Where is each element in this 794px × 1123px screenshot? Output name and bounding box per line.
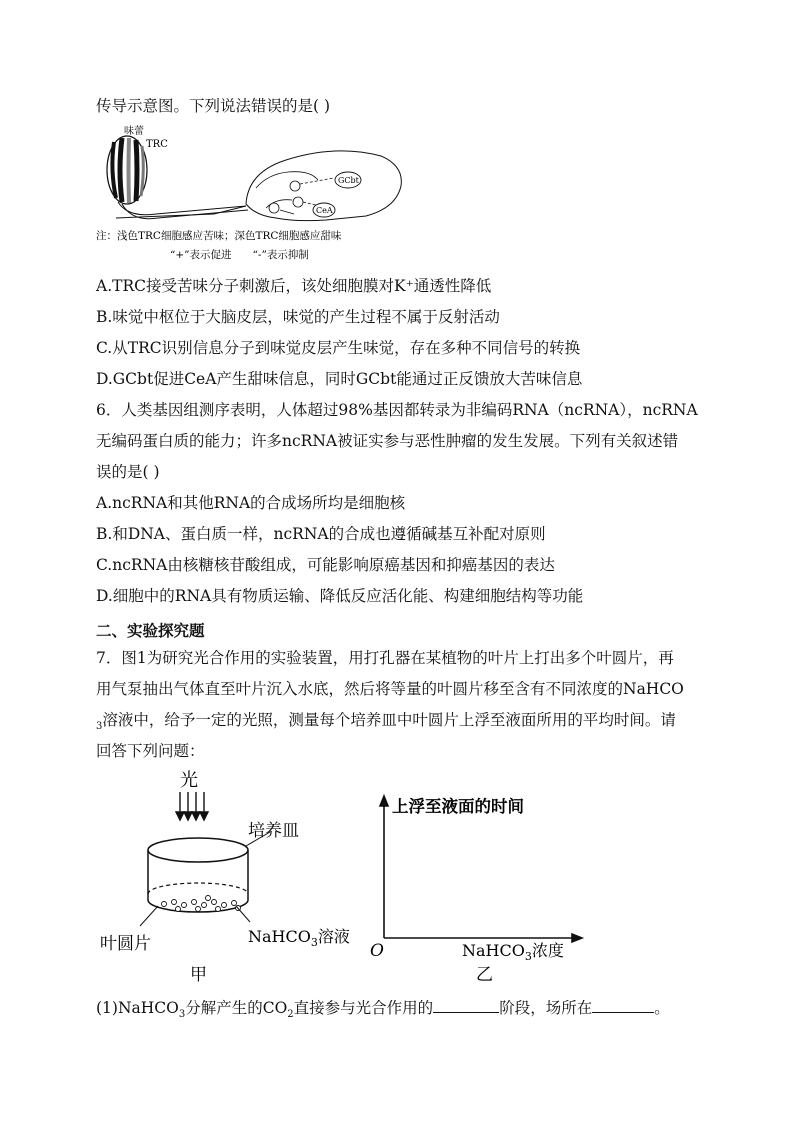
q7-stem-line2: 用气泵抽出气体直至叶片沉入水底，然后将等量的叶圆片移至含有不同浓度的NaHCO (96, 680, 684, 698)
q6-stem-line1: 6．人类基因组测序表明，人体超过98%基因都转录为非编码RNA（ncRNA），ncRNA (96, 401, 698, 419)
q5-option-b: B.味觉中枢位于大脑皮层，味觉的产生过程不属于反射活动 (96, 308, 500, 326)
dish-label: 培养皿 (248, 821, 299, 841)
q5-stem-tail: 传导示意图。下列说法错误的是( ) (96, 97, 331, 115)
q7-stem-line3 (96, 709, 676, 738)
solution-label-pre: NaHCO (248, 927, 311, 946)
answer-blank-stage[interactable] (433, 996, 499, 1013)
label-gcbt: GCbt (338, 176, 359, 185)
origin-label: O (370, 941, 384, 961)
leaf-disc-label: 叶圆片 (100, 934, 151, 954)
label-cea: CeA (316, 206, 333, 215)
label-taste-bud: 味蕾 (124, 126, 144, 137)
label-trc: TRC (146, 139, 168, 150)
q7-sub1-part-b: 分解产生的CO (185, 999, 288, 1017)
q5-option-a: A.TRC接受苦味分子刺激后，该处细胞膜对K⁺通透性降低 (96, 277, 492, 295)
q7-sub1-sub-a: 3 (178, 1009, 186, 1021)
q6-option-c: C.ncRNA由核糖核苷酸组成，可能影响原癌基因和抑癌基因的表达 (96, 556, 555, 574)
q6-option-d: D.细胞中的RNA具有物质运输、降低反应活化能、构建细胞结构等功能 (96, 587, 584, 605)
q7-stem-line3-text: 溶液中，给予一定的光照，测量每个培养皿中叶圆片上浮至液面所用的平均时间。请 (102, 711, 676, 729)
q7-sub1-part-e: 。 (654, 999, 670, 1017)
apparatus-figure (96, 766, 366, 990)
answer-blank-location[interactable] (592, 996, 654, 1013)
figure-b-caption: 乙 (476, 965, 493, 985)
q7-stem-line1: 7．图1为研究光合作用的实验装置，用打孔器在某植物的叶片上打出多个叶圆片，再 (96, 649, 674, 667)
axes-figure (366, 786, 596, 990)
x-axis-label-post: 浓度 (531, 941, 564, 960)
light-arrows (176, 792, 208, 820)
light-label: 光 (180, 770, 198, 791)
figure-note-line2: “+”表示促进 “-”表示抑制 (170, 249, 309, 261)
q7-sub1-sub-b: 2 (287, 1009, 294, 1021)
solution-label-post: 溶液 (317, 927, 350, 946)
brain-diagram (116, 151, 401, 221)
x-axis-label-sub: 3 (524, 950, 532, 963)
q5-option-c: C.从TRC识别信息分子到味觉皮层产生味觉，存在多种不同信号的转换 (96, 339, 581, 357)
taste-bud-diagram (107, 136, 248, 219)
solution-label (248, 927, 350, 949)
figure-a-caption: 甲 (190, 965, 207, 985)
q6-stem-line3: 误的是( ) (96, 463, 160, 481)
q5-option-d: D.GCbt促进CeA产生甜味信息，同时GCbt能通过正反馈放大苦味信息 (96, 370, 583, 388)
q6-option-a: A.ncRNA和其他RNA的合成场所均是细胞核 (96, 494, 406, 512)
section-heading: 二、实验探究题 (96, 622, 205, 640)
q7-sub1 (96, 996, 670, 1026)
q6-option-b: B.和DNA、蛋白质一样，ncRNA的合成也遵循碱基互补配对原则 (96, 525, 546, 543)
y-axis-label: 上浮至液面的时间 (392, 797, 524, 816)
q7-stem-line4: 回答下列问题： (96, 742, 205, 760)
x-axis-label-pre: NaHCO (462, 941, 525, 960)
figure-note-line1: 注：浅色TRC细胞感应苦味；深色TRC细胞感应甜味 (96, 230, 342, 242)
q7-subscript-3: 3 (96, 721, 103, 733)
q7-sub1-part-a: (1)NaHCO (96, 999, 179, 1017)
axes (380, 796, 582, 942)
x-axis-label (462, 941, 564, 963)
taste-pathway-figure (96, 122, 406, 262)
solution-label-sub: 3 (310, 936, 318, 949)
q6-stem-line2: 无编码蛋白质的能力；许多ncRNA被证实参与恶性肿瘤的发生发展。下列有关叙述错 (96, 432, 679, 450)
q7-sub1-part-c: 直接参与光合作用的 (293, 999, 434, 1017)
q7-sub1-part-d: 阶段，场所在 (499, 999, 593, 1017)
